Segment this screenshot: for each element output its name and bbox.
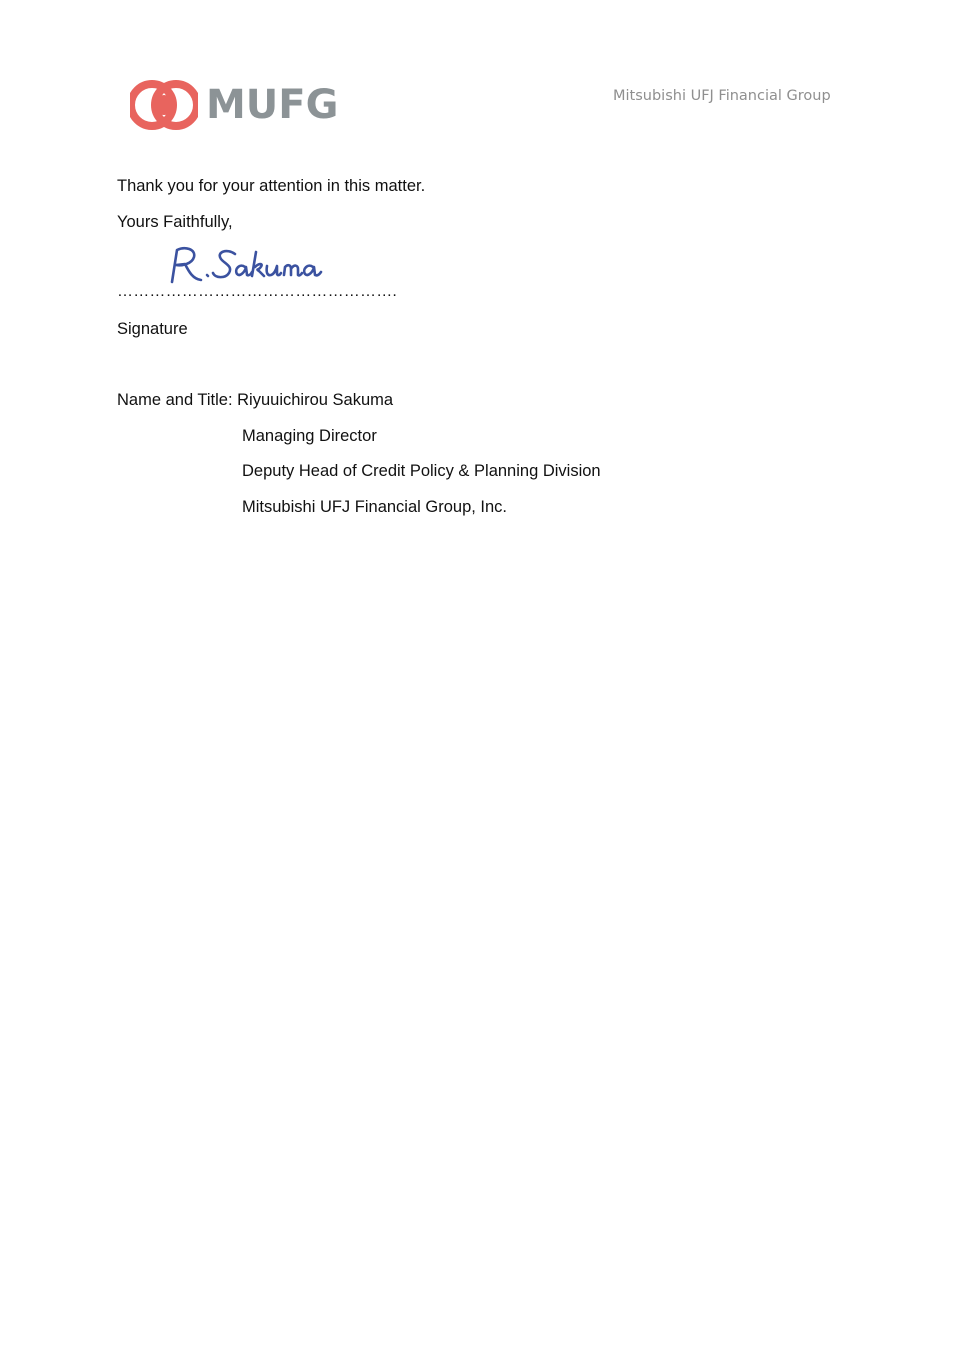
salutation: Yours Faithfully, [117, 213, 233, 231]
name-and-title: Name and Title: Riyuuichirou Sakuma [117, 391, 394, 409]
signature-dotted-line: ……………………………………………. [117, 283, 398, 300]
group-name-header: Mitsubishi UFJ Financial Group [613, 88, 831, 104]
title-line-division: Deputy Head of Credit Policy & Planning Division [242, 462, 601, 480]
closing-line: Thank you for your attention in this matter. [117, 177, 426, 195]
mufg-logo-mark-icon [130, 79, 198, 131]
mufg-logo [130, 79, 340, 131]
signature-label: Signature [117, 320, 188, 338]
title-line-company: Mitsubishi UFJ Financial Group, Inc. [242, 498, 508, 516]
logo-wordmark: MUFG [206, 82, 339, 128]
letterhead [0, 0, 965, 140]
title-line-managing-director: Managing Director [242, 427, 377, 445]
